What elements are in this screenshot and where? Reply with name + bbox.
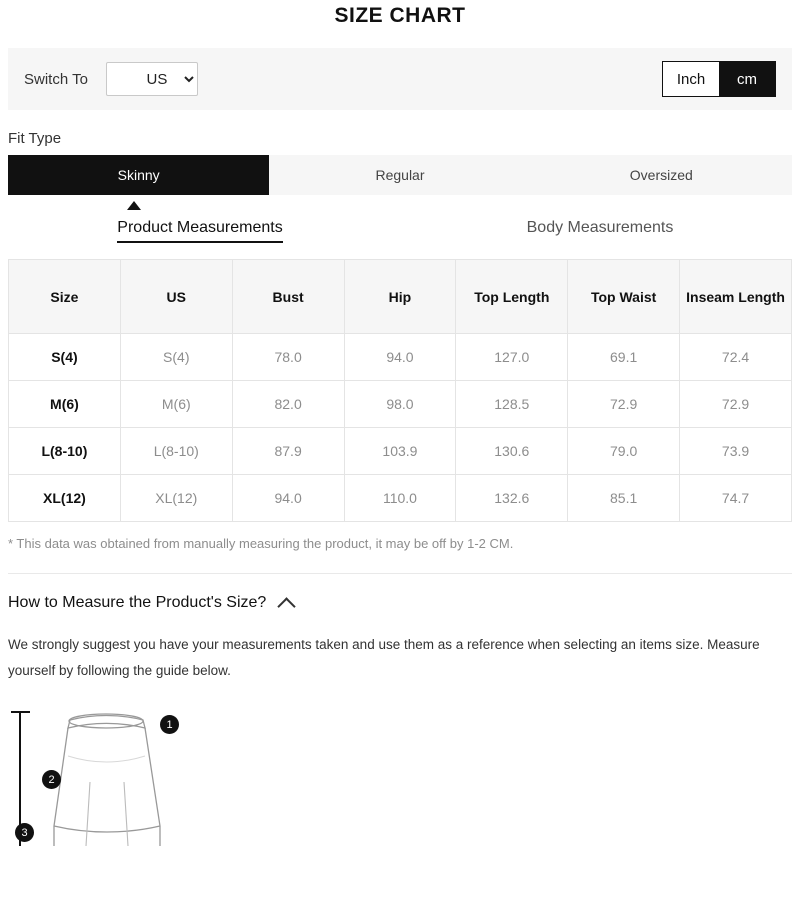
tab-body-measurements[interactable] (400, 219, 800, 241)
cell-size: S(4) (9, 334, 121, 381)
cell-bust: 94.0 (232, 475, 344, 522)
cell-us: M(6) (120, 381, 232, 428)
fit-type-label: Fit Type (8, 130, 62, 147)
cell-top-length: 127.0 (456, 334, 568, 381)
cell-top-length: 132.6 (456, 475, 568, 522)
measurement-tabs (0, 219, 800, 241)
fit-tab-regular[interactable]: Regular (375, 167, 425, 183)
col-inseam-length: Inseam Length (680, 260, 792, 334)
cell-inseam-length: 73.9 (680, 428, 792, 475)
table-row (9, 475, 792, 522)
cell-top-waist: 69.1 (568, 334, 680, 381)
tab-product-measurements-label: Product Measurements (117, 219, 282, 243)
diagram-marker-1: 1 (160, 715, 179, 734)
cell-top-waist: 85.1 (568, 475, 680, 522)
how-to-measure-paragraph: We strongly suggest you have your measurements taken and use them as a reference when selecting an items size. Measure yourself by following the guide below. (8, 637, 760, 678)
how-to-measure-header[interactable] (8, 594, 792, 612)
col-us: US (120, 260, 232, 334)
fit-tab-skinny[interactable]: Skinny (8, 155, 269, 195)
cell-bust: 87.9 (232, 428, 344, 475)
cell-bust: 78.0 (232, 334, 344, 381)
switch-to-label: Switch To (24, 70, 88, 88)
unit-toggle[interactable] (662, 61, 776, 97)
how-to-measure-title: How to Measure the Product's Size? (8, 594, 267, 611)
cell-hip: 94.0 (344, 334, 456, 381)
measurement-diagram (8, 706, 800, 846)
selected-fit-caret-icon (127, 201, 141, 210)
cell-bust: 82.0 (232, 381, 344, 428)
page-title: SIZE CHART (334, 4, 466, 27)
cell-us: XL(12) (120, 475, 232, 522)
tab-body-measurements-label: Body Measurements (526, 219, 674, 236)
cell-inseam-length: 74.7 (680, 475, 792, 522)
col-top-waist: Top Waist (568, 260, 680, 334)
table-note: * This data was obtained from manually measuring the product, it may be off by 1-2 CM. (8, 536, 514, 551)
section-divider (8, 573, 792, 574)
cell-top-waist: 72.9 (568, 381, 680, 428)
col-bust: Bust (232, 260, 344, 334)
cell-hip: 103.9 (344, 428, 456, 475)
cell-size: L(8-10) (9, 428, 121, 475)
cell-inseam-length: 72.9 (680, 381, 792, 428)
table-header-row (9, 260, 792, 334)
chevron-up-icon[interactable] (278, 597, 296, 615)
fit-type-tabs (8, 155, 792, 195)
cell-hip: 110.0 (344, 475, 456, 522)
col-size: Size (9, 260, 121, 334)
diagram-marker-3: 3 (15, 823, 34, 842)
cell-us: L(8-10) (120, 428, 232, 475)
cell-hip: 98.0 (344, 381, 456, 428)
cell-size: XL(12) (9, 475, 121, 522)
unit-option-inch[interactable]: Inch (663, 62, 719, 96)
diagram-marker-2: 2 (42, 770, 61, 789)
cell-size: M(6) (9, 381, 121, 428)
table-row (9, 381, 792, 428)
cell-top-length: 128.5 (456, 381, 568, 428)
size-chart-table (8, 259, 792, 522)
unit-option-cm[interactable]: cm (719, 62, 775, 96)
col-top-length: Top Length (456, 260, 568, 334)
switch-region-bar (8, 48, 792, 110)
table-row (9, 428, 792, 475)
fit-tab-oversized[interactable]: Oversized (629, 167, 693, 183)
cell-inseam-length: 72.4 (680, 334, 792, 381)
col-hip: Hip (344, 260, 456, 334)
tab-product-measurements[interactable] (0, 219, 400, 241)
region-select[interactable] (106, 62, 198, 96)
cell-top-waist: 79.0 (568, 428, 680, 475)
cell-us: S(4) (120, 334, 232, 381)
cell-top-length: 130.6 (456, 428, 568, 475)
table-row (9, 334, 792, 381)
